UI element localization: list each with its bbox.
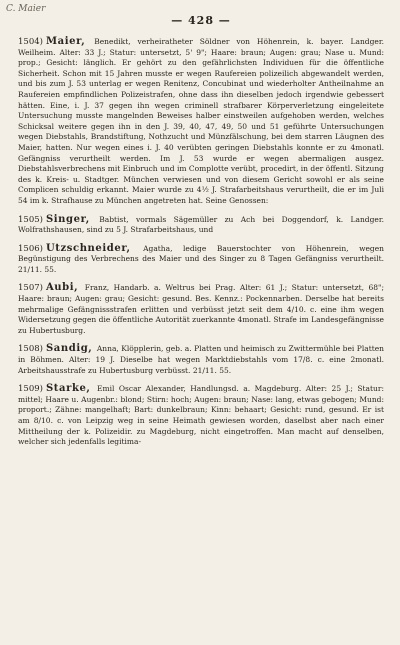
entry-number: 1505)	[18, 214, 43, 225]
entry-text: Anna, Klöpplerin, geb. a. Platten und heimisch zu Zwittermühle bei Platten in Böhmen. Alter: 19 J. Dieselbe hat wegen Marktdiebstahls vom 17/8. c. eine 2monatl. Arbeitshausstrafe zu Hubertusburg verbüsst. 21/11. 55.	[18, 344, 385, 375]
entry-name: Aubi,	[45, 282, 79, 294]
entry-text: Agatha, ledige Bauerstochter von Höhenrein, wegen Begünstigung des Verbrechens des Maier und des Singer zu 8 Tagen Gefängniss verurtheilt. 21/11. 55.	[18, 243, 384, 274]
entry-number: 1504)	[18, 37, 43, 47]
entry-1504	[18, 37, 384, 207]
corner-mark: C. Maier	[6, 4, 46, 14]
entry-text: Franz, Handarb. a. Weltrus bei Prag. Alter: 61 J.; Statur: untersetzt, 68"; Haare: braun; Augen: grau; Gesicht: gesund. Bes. Kennz.: Pockennarben. Derselbe hat bereits mehrmalige Gefängnissstrafen erlitten und verbüsst jetzt seit dem 4/10. c. eine ihm wegen Widersetzung gegen die öffentliche Autorität zuerkannte 4monatl. Strafe im Landesgefängnisse zu Hubertusburg.	[18, 283, 384, 335]
entry-number: 1508)	[18, 344, 43, 355]
entry-number: 1506)	[18, 243, 43, 254]
entry-name: Utzschneider,	[45, 242, 131, 254]
entry-number: 1509)	[18, 384, 43, 395]
entry-text: Benedikt, verheiratheter Söldner von Höhenrein, k. bayer. Landger. Weilheim. Alter: 33 J.; Statur: untersetzt, 5' 9"; Haare: braun; Augen: grau; Nase u. Mund: prop.; Gesicht: länglich. Er gehört zu den gefährlichsten Individuen für die öffentliche Sicherheit. Schon mit 15 Jahren musste er wegen Raufereien polizeilich abgewandelt werden, und bis zum J. 53 unterlag er wegen Renitenz, Concubinat und wiederholter Antheilnahme an Raufereien empfindlichen Polizeistrafen, ohne dass ihn dieselben jedoch irgendwie gebessert hätten. Eine, i. J. 37 gegen ihn wegen criminell strafbarer Körperverletzung eingeleitete Untersuchung musste mangelnden Beweises halber einstweilen aufgehoben werden, welches Schicksal weitere gegen ihn in den J. 39, 40, 47, 49, 50 und 51 geführte Untersuchungen wegen Diebstahls, Brandstiftung, Nothzucht und Münzfälschung, bei dem starren Läugnen des Maier, hatten. Nur wegen eines i. J. 40 verübten geringen Diebstahls konnte er zu 4monatl. Gefängniss verurtheilt werden. Im J. 53 wurde er wegen abermaligen ausgez. Diebstahlsverbrechens mit Einbruch und im Complotte verübt, procedirt, in der öffentl. Sitzung des k. Kreis- u. Stadtger. München verwiesen und von diesem Gericht sowohl er als seine Complicen schuldig erkannt. Maier wurde zu 4½ J. Strafarbeitshaus verurtheilt, die er im Juli 54 im k. Strafhause zu München angetreten hat. Seine Genossen:	[18, 37, 384, 205]
entry-name: Singer,	[45, 213, 90, 225]
entry-1506	[18, 244, 384, 276]
page-number: — 428 —	[171, 14, 231, 27]
entry-1505	[18, 215, 384, 236]
entry-1509	[18, 384, 384, 448]
entry-text: Emil Oscar Alexander, Handlungsd. a. Magdeburg. Alter: 25 J.; Statur: mittel; Haare u. Augenbr.: blond; Stirn: hoch; Augen: braun; Nase: lang, etwas gebogen; Mund: proport.; Zähne: mangelhaft; Bart: dunkelbraun; Kinn: behaart; Gesicht: rund, gesund. Er ist am 8/10. c. von Leipzig weg in seine Heimath gewiesen worden, daselbst aber nach einer Mittheilung der k. Polizeidir. zu Magdeburg, nicht eingetroffen. Man macht auf denselben, welcher sich jedenfalls legitima-	[18, 384, 384, 447]
entry-name: Starke,	[45, 383, 91, 395]
entry-name: Sandig,	[45, 343, 93, 355]
entry-1508	[18, 344, 384, 376]
entry-name: Maier,	[45, 36, 86, 47]
entry-1507	[18, 283, 384, 336]
entry-number: 1507)	[18, 283, 43, 294]
entry-text: Babtist, vormals Sägemüller zu Ach bei Doggendorf, k. Landger. Wolfrathshausen, sind zu 5 J. Strafarbeitshaus, und	[18, 214, 384, 235]
